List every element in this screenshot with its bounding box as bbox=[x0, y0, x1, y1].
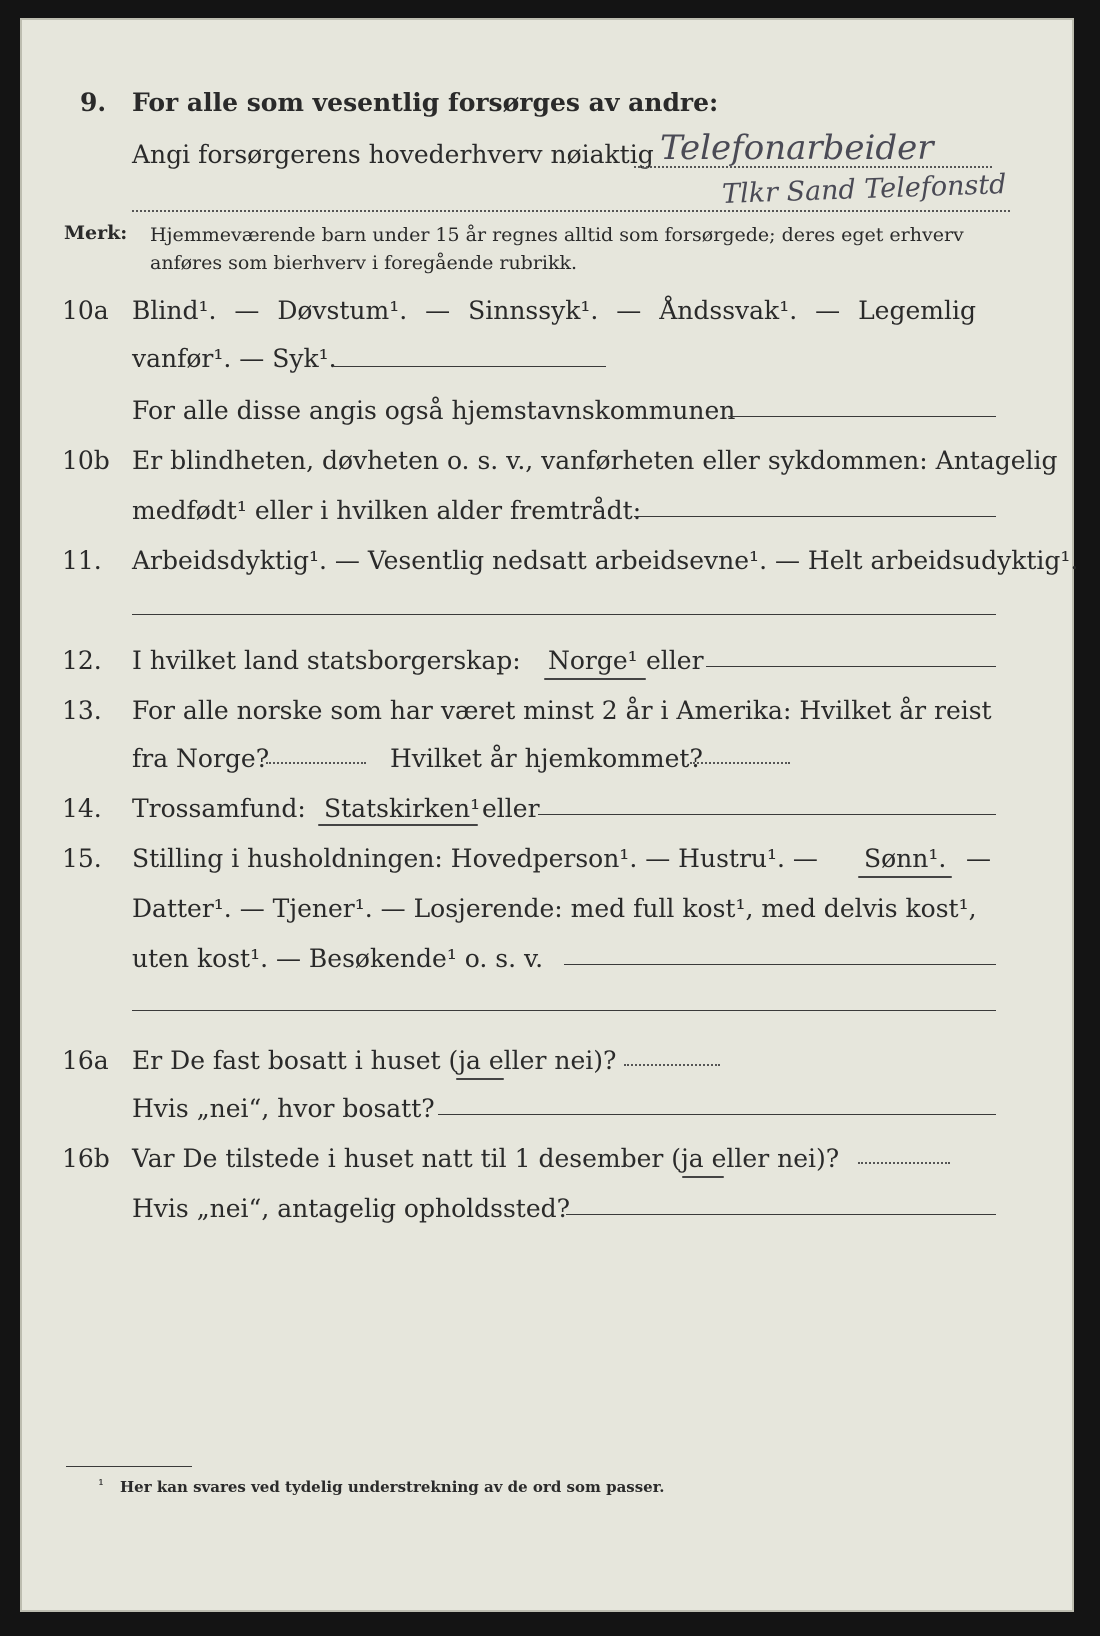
q10a-line3-blank bbox=[728, 416, 996, 417]
q16b-line1: Var De tilstede i huset natt til 1 desember (ja eller nei)? bbox=[132, 1144, 840, 1173]
q12-number: 12. bbox=[62, 646, 102, 675]
q15-line1c: — bbox=[966, 844, 991, 873]
q10b-number: 10b bbox=[62, 446, 110, 475]
footnote-mark: ¹ bbox=[98, 1476, 105, 1494]
q10a-number: 10a bbox=[62, 296, 109, 325]
q16b-ja-underline bbox=[682, 1176, 724, 1178]
q15-number: 15. bbox=[62, 844, 102, 873]
q15-extra-blank bbox=[132, 1010, 996, 1011]
footnote-text: Her kan svares ved tydelig understrekning av de ord som passer. bbox=[120, 1478, 665, 1496]
q14-blank bbox=[538, 814, 996, 815]
q15-sonn-underline bbox=[858, 876, 952, 878]
q15-line2: Datter¹. — Tjener¹. — Losjerende: med full kost¹, med delvis kost¹, bbox=[132, 894, 977, 923]
q10a-line1: Blind¹. — Døvstum¹. — Sinnssyk¹. — Åndssvak¹. — Legemlig bbox=[132, 296, 976, 325]
q9-number: 9. bbox=[80, 88, 107, 117]
q11-line1: Arbeidsdyktig¹. — Vesentlig nedsatt arbeidsevne¹. — Helt arbeidsudyktig¹. bbox=[132, 546, 1079, 575]
q15-line1a: Stilling i husholdningen: Hovedperson¹. — Hustru¹. — bbox=[132, 844, 818, 873]
q13-line2a: fra Norge? bbox=[132, 744, 270, 773]
q14-prefix: Trossamfund: bbox=[132, 794, 306, 823]
q9-handwritten-note: Tlkr Sand Telefonstd bbox=[721, 169, 1007, 210]
q10a-line2-blank bbox=[334, 366, 606, 367]
q13-number: 13. bbox=[62, 696, 102, 725]
q16b-line1-blank bbox=[858, 1162, 950, 1164]
q16a-line1-blank bbox=[624, 1064, 720, 1066]
q14-suffix: eller bbox=[482, 794, 540, 823]
merk-line2: anføres som bierhverv i foregående rubrikk. bbox=[150, 252, 578, 274]
q16a-number: 16a bbox=[62, 1046, 109, 1075]
merk-label: Merk: bbox=[64, 222, 128, 244]
q13-line2b: Hvilket år hjemkommet? bbox=[390, 744, 703, 773]
merk-line1: Hjemmeværende barn under 15 år regnes alltid som forsørgede; deres eget erhverv bbox=[150, 224, 964, 246]
q16a-line2: Hvis „nei“, hvor bosatt? bbox=[132, 1094, 435, 1123]
q10b-line1: Er blindheten, døvheten o. s. v., vanførheten eller sykdommen: Antagelig bbox=[132, 446, 1058, 475]
q12-suffix: eller bbox=[646, 646, 704, 675]
q16a-line1: Er De fast bosatt i huset (ja eller nei)? bbox=[132, 1046, 617, 1075]
q16b-line2: Hvis „nei“, antagelig opholdssted? bbox=[132, 1194, 571, 1223]
q9-handwritten-answer: Telefonarbeider bbox=[660, 128, 934, 168]
q10a-line3: For alle disse angis også hjemstavnskommunen bbox=[132, 396, 736, 425]
q11-blank bbox=[132, 614, 996, 615]
q12-blank bbox=[706, 666, 996, 667]
q13-right-blank bbox=[690, 762, 790, 764]
q11-number: 11. bbox=[62, 546, 102, 575]
footnote-rule bbox=[66, 1466, 192, 1467]
q16a-ja-underline bbox=[456, 1078, 504, 1080]
q14-statskirken-underline bbox=[318, 824, 478, 826]
q10b-line2-blank bbox=[634, 516, 996, 517]
census-form-page bbox=[20, 18, 1079, 1612]
q15-line3: uten kost¹. — Besøkende¹ o. s. v. bbox=[132, 944, 544, 973]
q12-norge-underline bbox=[544, 678, 646, 680]
q16b-line2-blank bbox=[566, 1214, 996, 1215]
q15-sonn: Sønn¹. bbox=[864, 844, 947, 873]
q13-line1: For alle norske som har været minst 2 år i Amerika: Hvilket år reist bbox=[132, 696, 992, 725]
q9-title: For alle som vesentlig forsørges av andre: bbox=[132, 88, 719, 117]
q15-line3-blank bbox=[564, 964, 996, 965]
q13-left-blank bbox=[266, 762, 366, 764]
q10b-line2: medfødt¹ eller i hvilken alder fremtrådt: bbox=[132, 496, 642, 525]
q14-number: 14. bbox=[62, 794, 102, 823]
q12-norge: Norge¹ bbox=[548, 646, 638, 675]
q16a-line2-blank bbox=[438, 1114, 996, 1115]
q9-second-line bbox=[132, 210, 1010, 212]
q14-statskirken: Statskirken¹ bbox=[324, 794, 481, 823]
q10a-line2: vanfør¹. — Syk¹. bbox=[132, 344, 337, 373]
q16b-number: 16b bbox=[62, 1144, 110, 1173]
q12-prefix: I hvilket land statsborgerskap: bbox=[132, 646, 521, 675]
q9-prompt: Angi forsørgerens hovederhverv nøiaktig bbox=[132, 140, 654, 169]
